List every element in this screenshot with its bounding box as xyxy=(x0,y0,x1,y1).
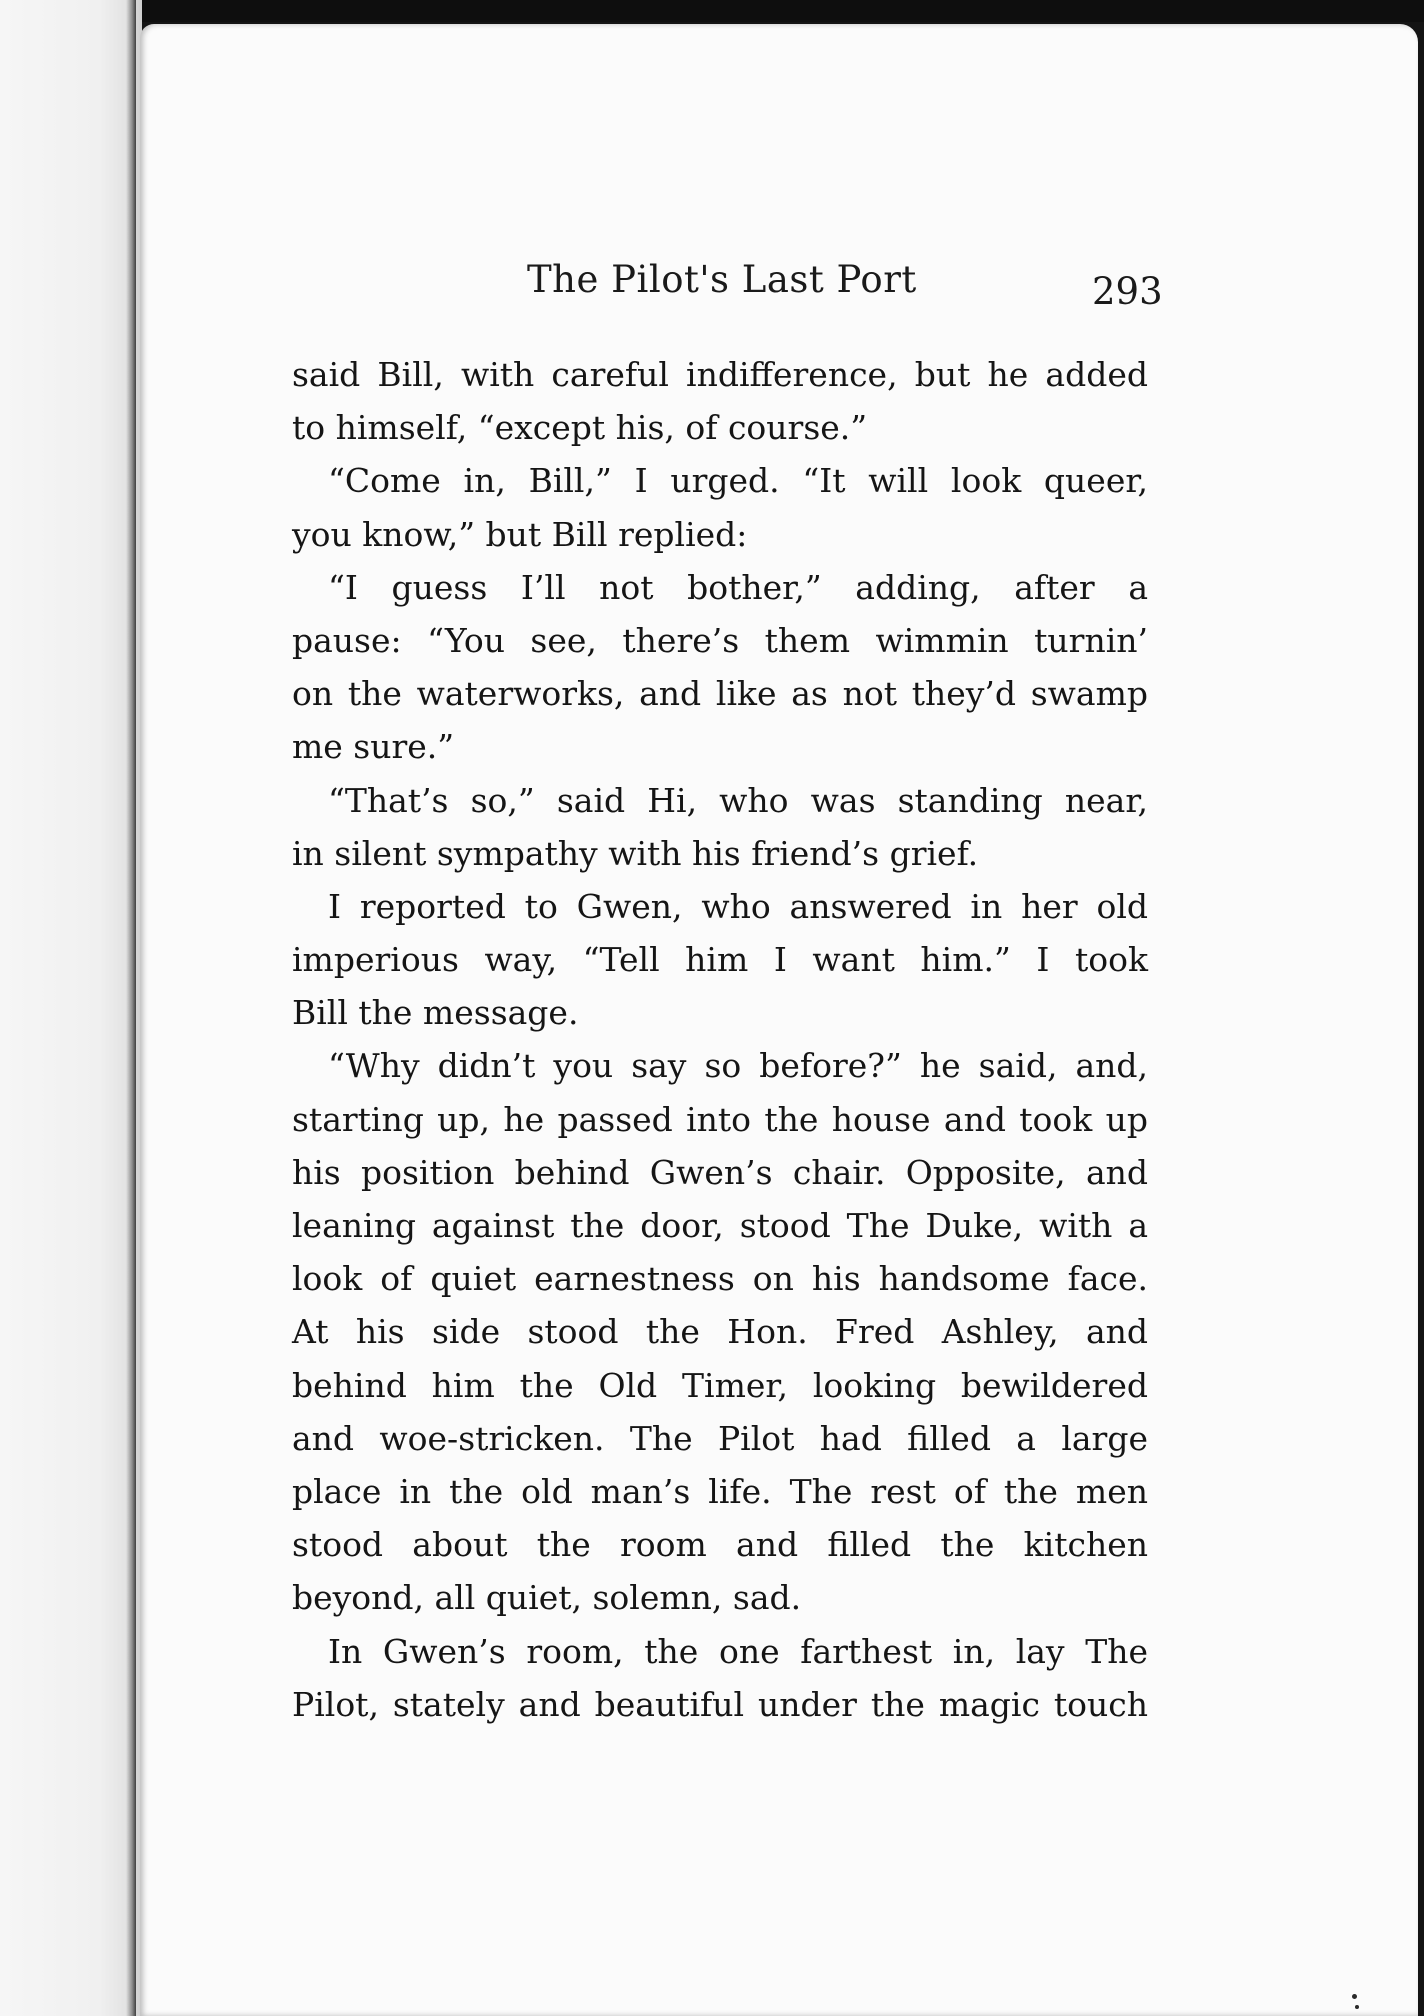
text-line: “Why didn’t you say so before?” he said, and, xyxy=(328,1046,1148,1086)
text-line: and woe-stricken. The Pilot had filled a large xyxy=(292,1418,1148,1458)
text-line: “I guess I’ll not bother,” adding, after a xyxy=(328,567,1148,607)
text-line: beyond, all quiet, solemn, sad. xyxy=(292,1578,802,1618)
text-line: look of quiet earnestness on his handsome face. xyxy=(292,1259,1148,1299)
text-line: his position behind Gwen’s chair. Opposite, and xyxy=(292,1152,1148,1192)
text-line: leaning against the door, stood The Duke, with a xyxy=(292,1206,1148,1245)
previous-page-edge xyxy=(0,0,142,2016)
text-line: stood about the room and filled the kitchen xyxy=(292,1525,1148,1565)
text-line: “That’s so,” said Hi, who was standing near, xyxy=(328,780,1148,820)
text-line: on the waterworks, and like as not they’d swamp xyxy=(292,674,1148,714)
text-line: “Come in, Bill,” I urged. “It will look queer, xyxy=(328,461,1148,501)
text-line: said Bill, with careful indifference, but he added xyxy=(292,355,1148,394)
running-head-title: The Pilot's Last Port xyxy=(527,258,917,301)
text-line: Pilot, stately and beautiful under the magic touch xyxy=(292,1684,1148,1724)
text-line: I reported to Gwen, who answered in her old xyxy=(328,886,1148,926)
text-line: pause: “You see, there’s them wimmin turnin’ xyxy=(292,620,1148,660)
scan-speck xyxy=(1352,1994,1357,1999)
book-gutter-shadow xyxy=(126,0,136,2016)
text-line: In Gwen’s room, the one farthest in, lay The xyxy=(328,1631,1148,1671)
page-number: 293 xyxy=(1092,270,1163,313)
text-line: to himself, “except his, of course.” xyxy=(292,408,868,448)
scan-speck xyxy=(1355,2005,1359,2009)
text-line: imperious way, “Tell him I want him.” I took xyxy=(292,940,1148,980)
page-body-text xyxy=(292,348,1148,1731)
text-line: me sure.” xyxy=(292,727,455,767)
text-line: you know,” but Bill replied: xyxy=(292,514,748,554)
text-line: in silent sympathy with his friend’s grief. xyxy=(292,833,979,873)
text-line: Bill the message. xyxy=(292,993,579,1033)
text-line: place in the old man’s life. The rest of the men xyxy=(292,1471,1148,1511)
text-line: starting up, he passed into the house and took up xyxy=(292,1099,1148,1139)
text-line: At his side stood the Hon. Fred Ashley, and xyxy=(292,1312,1148,1352)
text-line: behind him the Old Timer, looking bewildered xyxy=(292,1365,1148,1405)
scan-top-border xyxy=(0,0,1424,22)
